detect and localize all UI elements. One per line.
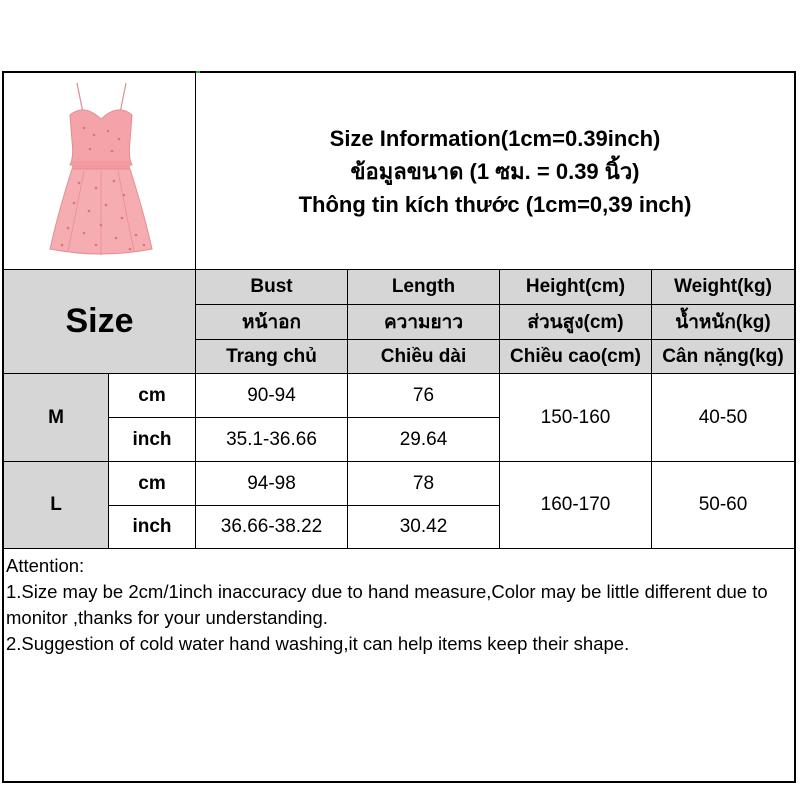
size-m-length-cm: 76: [348, 374, 500, 418]
col-bust-th: หน้าอก: [196, 305, 348, 340]
pink-floral-dress-image: [4, 73, 194, 268]
size-l-unit-inch: inch: [109, 506, 196, 549]
notes-heading: Attention:: [6, 555, 85, 576]
col-height-vi: Chiều cao(cm): [500, 340, 652, 374]
size-l-label: L: [4, 462, 109, 549]
col-height-th: ส่วนสูง(cm): [500, 305, 652, 340]
title-english: Size Information(1cm=0.39inch): [329, 125, 661, 151]
size-m-unit-inch: inch: [109, 418, 196, 462]
title-thai: ข้อมูลขนาด (1 ซม. = 0.39 นิ้ว): [350, 158, 640, 184]
col-bust-vi: Trang chủ: [196, 340, 348, 374]
size-m-unit-cm: cm: [109, 374, 196, 418]
col-weight-en: Weight(kg): [652, 270, 794, 305]
size-l-weight: 50-60: [652, 462, 794, 549]
col-length-vi: Chiều dài: [348, 340, 500, 374]
title-vietnamese: Thông tin kích thước (1cm=0,39 inch): [298, 191, 692, 217]
size-l-bust-inch: 36.66-38.22: [196, 506, 348, 549]
size-m-label: M: [4, 374, 109, 462]
size-l-bust-cm: 94-98: [196, 462, 348, 506]
col-bust-en: Bust: [196, 270, 348, 305]
notes-item-1: 1.Size may be 2cm/1inch inaccuracy due to hand measure,Color may be little different due to monitor ,thanks for your understanding.: [6, 581, 768, 628]
col-length-en: Length: [348, 270, 500, 305]
size-chart: [2, 71, 796, 783]
size-l-length-inch: 30.42: [348, 506, 500, 549]
size-m-weight: 40-50: [652, 374, 794, 462]
size-l-height: 160-170: [500, 462, 652, 549]
product-image: [4, 73, 196, 270]
col-length-th: ความยาว: [348, 305, 500, 340]
attention-notes: [4, 549, 794, 781]
size-header: Size: [4, 270, 196, 374]
size-m-bust-inch: 35.1-36.66: [196, 418, 348, 462]
notes-item-2: 2.Suggestion of cold water hand washing,it can help items keep their shape.: [6, 633, 630, 654]
size-m-length-inch: 29.64: [348, 418, 500, 462]
size-m-bust-cm: 90-94: [196, 374, 348, 418]
col-weight-vi: Cân nặng(kg): [652, 340, 794, 374]
title-box: [196, 73, 794, 270]
size-l-length-cm: 78: [348, 462, 500, 506]
size-m-height: 150-160: [500, 374, 652, 462]
col-weight-th: น้ำหนัก(kg): [652, 305, 794, 340]
col-height-en: Height(cm): [500, 270, 652, 305]
size-l-unit-cm: cm: [109, 462, 196, 506]
